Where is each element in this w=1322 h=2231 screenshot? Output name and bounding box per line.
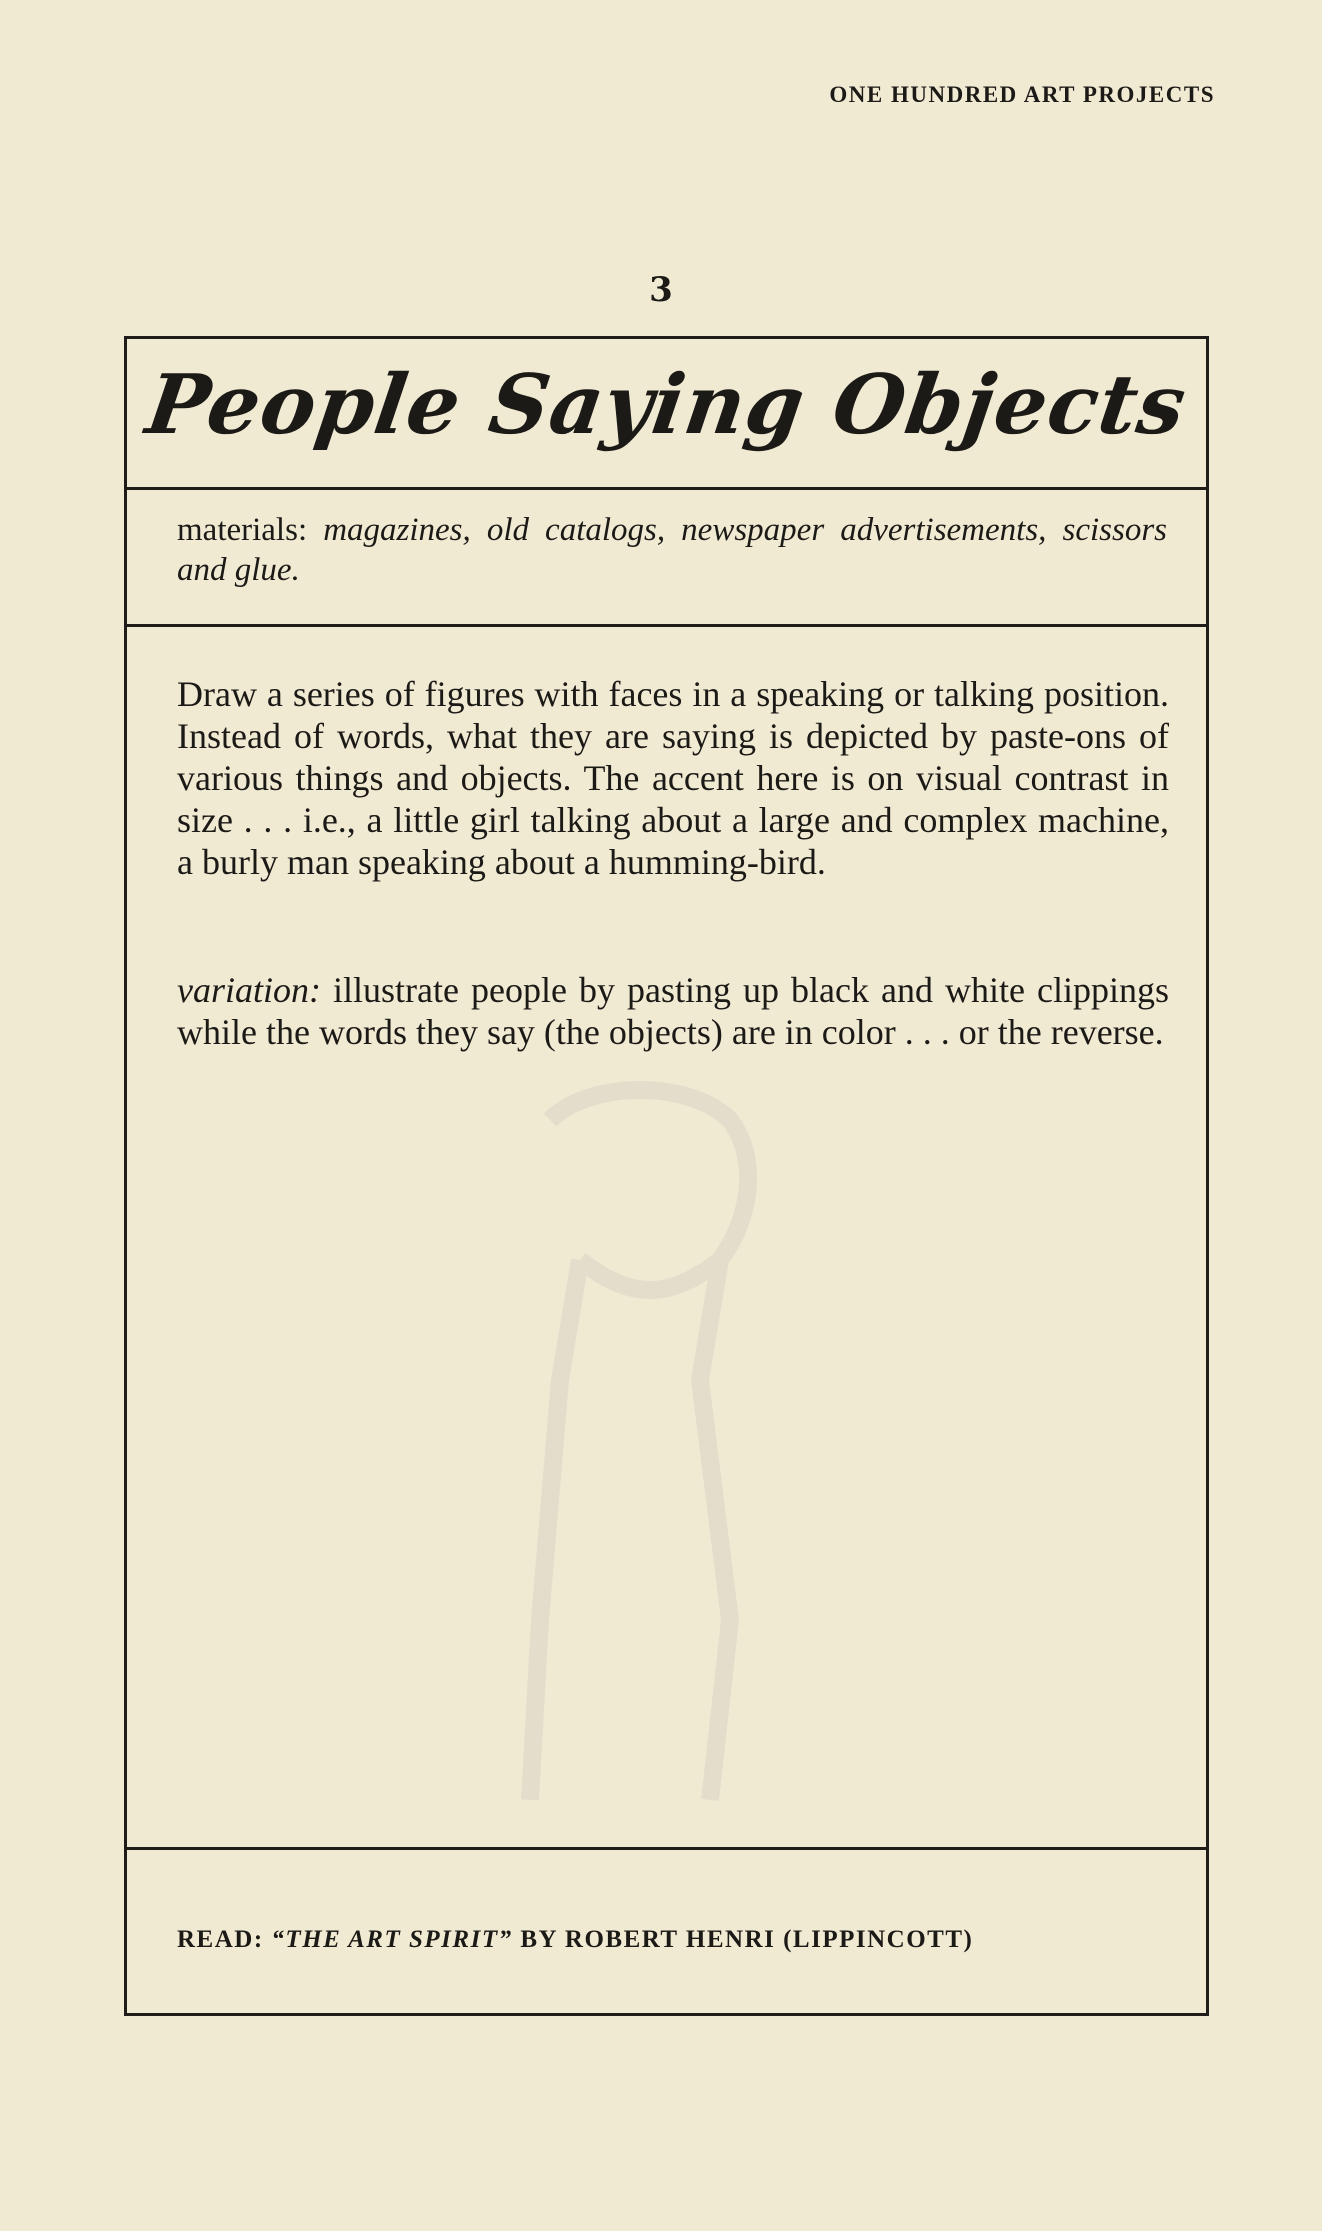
reading-box [127,1847,1206,2016]
variation-label: variation: [177,970,321,1010]
running-head: ONE HUNDRED ART PROJECTS [829,82,1215,107]
variation-text: illustrate people by pasting up black and white clippings while the words they say (the objects) are in color . . . or the reverse. [177,970,1170,1052]
materials-box [127,490,1206,627]
title-box [127,339,1206,490]
project-title: People Saying Objects [140,357,1193,453]
variation-paragraph [177,969,1169,1053]
reading-label: READ: [177,1926,264,1953]
materials-items: magazines, old catalogs, newspaper advertisements, scissors and glue. [177,512,1168,588]
reading-book-title: “THE ART SPIRIT” [271,1926,513,1953]
project-card [124,336,1209,2016]
materials-text [177,510,1167,590]
reading-author: BY ROBERT HENRI (LIPPINCOTT) [520,1926,974,1953]
instructions-body: Draw a series of figures with faces in a speaking or talking position. Instead of words, what they are saying is depicted by paste-ons of various things and objects. The accent here is on visual contrast in size . . . i.e., a little girl talking about a large and complex machine, a burly man speaking about a humming-bird. [177,674,1169,882]
materials-label: materials: [177,512,308,548]
project-number: 3 [649,270,673,310]
reading-text [177,1926,1167,1954]
